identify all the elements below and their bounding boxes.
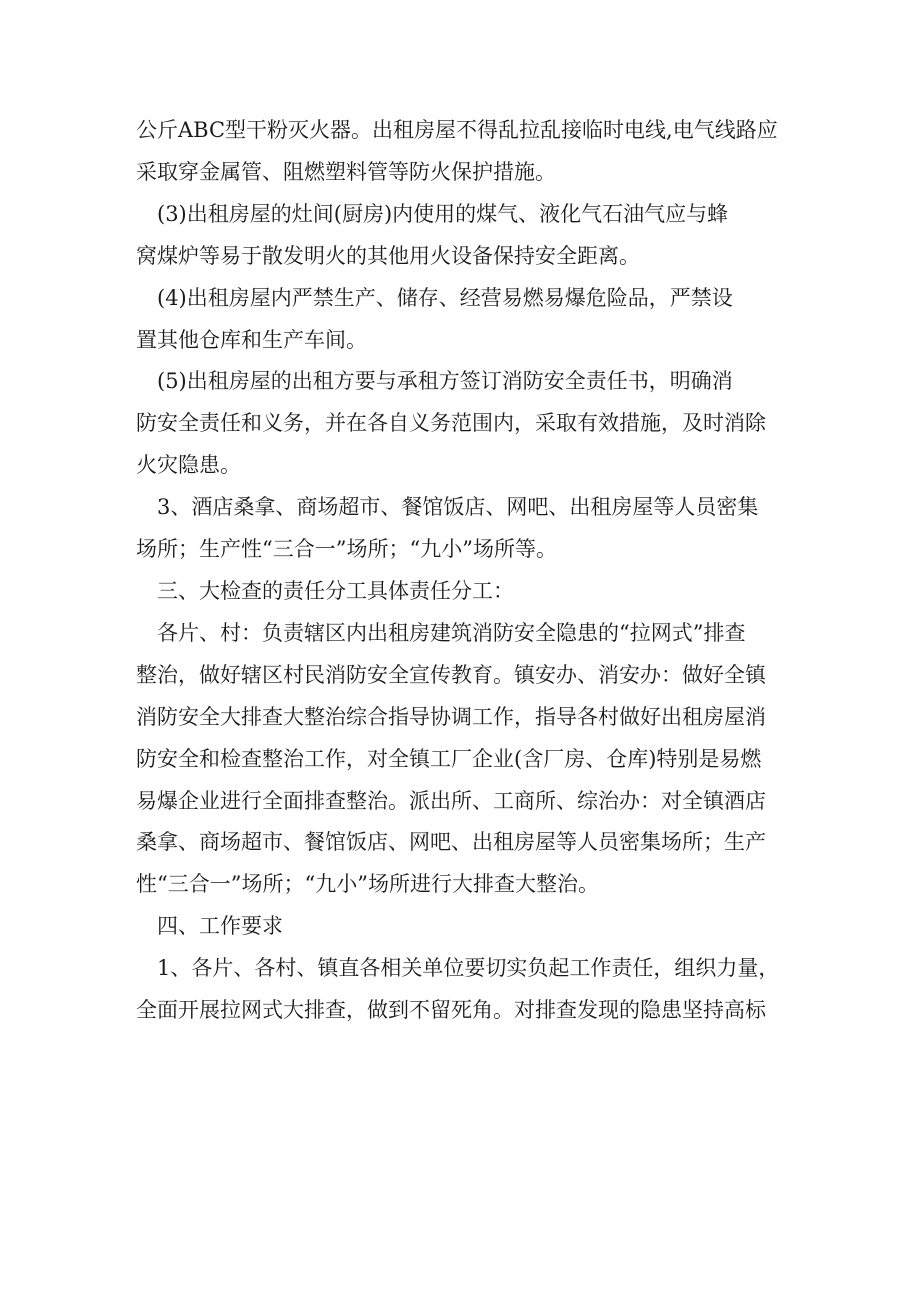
text-line: (3)出租房屋的灶间(厨房)内使用的煤气、液化气石油气应与蜂 [136, 201, 729, 226]
text-line: 3、酒店桑拿、商场超市、餐馆饭店、网吧、出租房屋等人员密集 [136, 495, 759, 520]
text-line: 消防安全大排查大整治综合指导协调工作，指导各村做好出租房屋消 [136, 704, 766, 729]
paragraph-responsibilities [136, 613, 796, 906]
text-line: 各片、村：负责辖区内出租房建筑消防安全隐患的“拉网式”排查 [136, 620, 746, 645]
text-line: 性“三合一”场所；“九小”场所进行大排查大整治。 [136, 872, 599, 897]
paragraph-item-5 [136, 361, 796, 487]
text-line: 整治，做好辖区村民消防安全宣传教育。镇安办、消安办：做好全镇 [136, 662, 766, 687]
paragraph-fire-safety-measures [136, 110, 796, 194]
paragraph-section-3-places [136, 487, 796, 571]
text-line: (4)出租房屋内严禁生产、储存、经营易燃易爆危险品，严禁设 [136, 285, 733, 310]
text-line: 全面开展拉网式大排查，做到不留死角。对排查发现的隐患坚持高标 [136, 998, 766, 1023]
text-line: (5)出租房屋的出租方要与承租方签订消防安全责任书，明确消 [136, 369, 733, 394]
text-line: 易爆企业进行全面排查整治。派出所、工商所、综治办：对全镇酒店 [136, 788, 766, 813]
text-line: 三、大检查的责任分工具体责任分工： [136, 578, 514, 603]
document-body [136, 110, 796, 1032]
text-line: 窝煤炉等易于散发明火的其他用火设备保持安全距离。 [136, 243, 640, 268]
text-line: 桑拿、商场超市、餐馆饭店、网吧、出租房屋等人员密集场所；生产 [136, 830, 766, 855]
text-line: 1、各片、各村、镇直各相关单位要切实负起工作责任，组织力量， [136, 956, 780, 981]
text-line: 四、工作要求 [136, 914, 283, 939]
text-line: 火灾隐患。 [136, 453, 241, 478]
text-line: 置其他仓库和生产车间。 [136, 327, 367, 352]
heading-work-requirements [136, 906, 796, 948]
text-line: 公斤ABC型干粉灭火器。出租房屋不得乱拉乱接临时电线,电气线路应 [136, 118, 778, 142]
text-line: 防安全和检查整治工作，对全镇工厂企业(含厂房、仓库)特别是易燃 [136, 746, 762, 771]
text-line: 场所；生产性“三合一”场所；“九小”场所等。 [136, 537, 557, 562]
paragraph-requirement-1 [136, 948, 796, 1032]
heading-responsibility-division [136, 571, 796, 613]
text-line: 采取穿金属管、阻燃塑料管等防火保护措施。 [136, 159, 556, 184]
paragraph-item-4 [136, 278, 796, 362]
paragraph-item-3 [136, 194, 796, 278]
text-line: 防安全责任和义务，并在各自义务范围内，采取有效措施，及时消除 [136, 411, 766, 436]
